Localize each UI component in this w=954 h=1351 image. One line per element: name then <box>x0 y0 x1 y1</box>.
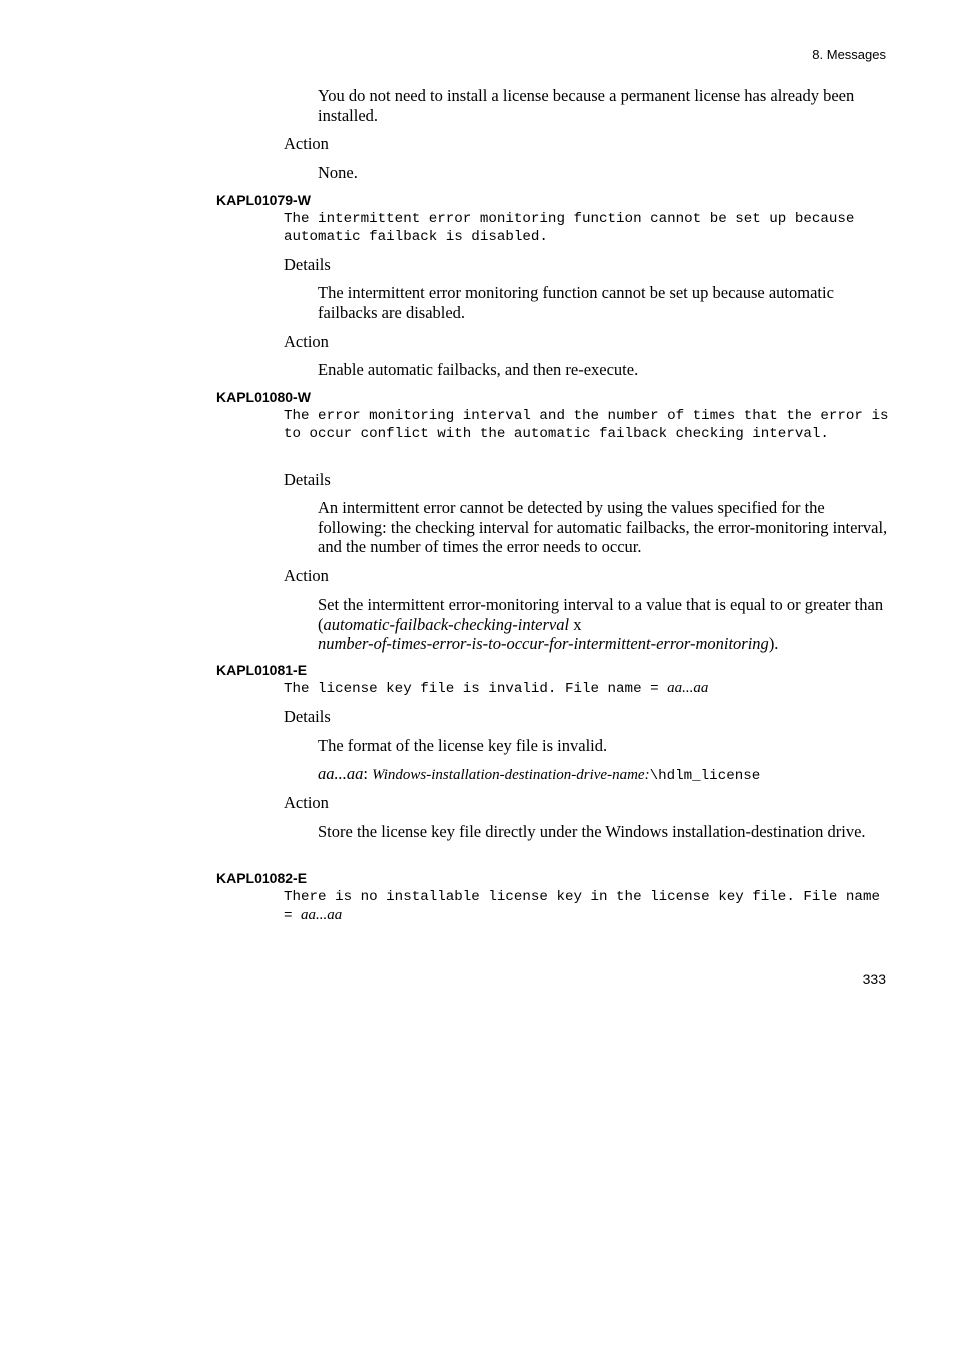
message-text-1079: The intermittent error monitoring function cannot be set up because automatic failback is disabled. <box>284 211 863 245</box>
message-code-1080: KAPL01080-W <box>216 389 311 405</box>
action-text-1080-suffix: ). <box>768 634 779 653</box>
variable-error-count: number-of-times-error-is-to-occur-for-intermittent-error-monitoring <box>318 634 769 653</box>
message-code-1082: KAPL01082-E <box>216 870 308 886</box>
message-text-1081 <box>284 680 894 699</box>
intro-action-text: None. <box>318 163 358 182</box>
intro-text: You do not need to install a license because a permanent license has already been installed. <box>318 86 855 125</box>
details-text-1080: An intermittent error cannot be detected by using the values specified for the following: the checking interval for automatic failbacks, the error-monitoring interval, and the number of times the error needs to occur. <box>318 498 888 556</box>
variable-separator-1081: : <box>363 764 373 783</box>
message-text-1081-main: The license key file is invalid. File name = <box>284 681 668 697</box>
message-text-1082-main: There is no installable license key in the license key file. File name = <box>284 889 889 924</box>
variable-failback-interval: automatic-failback-checking-interval <box>323 614 570 634</box>
message-variable-1081: aa...aa <box>667 680 709 696</box>
action-text-1080-prefix: Set the intermittent error-monitoring interval to a value that is equal to or greater than ( <box>318 595 884 634</box>
variable-value-path-1081: \hdlm_license <box>649 768 761 784</box>
message-text-1082 <box>284 889 894 925</box>
message-code-1079: KAPL01079-W <box>216 192 311 208</box>
action-label-1079: Action <box>284 332 329 351</box>
running-header: 8. Messages <box>812 47 886 62</box>
message-code-1081: KAPL01081-E <box>216 662 308 678</box>
page-number: 333 <box>862 971 886 987</box>
message-text-1080: The error monitoring interval and the number of times that the error is to occur conflict with the automatic failback checking interval. <box>284 408 898 442</box>
intro-action-label: Action <box>284 134 329 153</box>
details-label-1080: Details <box>284 470 331 489</box>
details-label-1081: Details <box>284 707 331 726</box>
action-label-1080: Action <box>284 566 329 585</box>
action-text-1080 <box>318 595 888 654</box>
details-text-1081: The format of the license key file is invalid. <box>318 736 608 755</box>
message-variable-1082: aa...aa <box>301 906 343 923</box>
variable-definition-1081 <box>318 764 888 787</box>
action-text-1081: Store the license key file directly under the Windows installation-destination drive. <box>318 822 866 841</box>
action-text-1080-mid: x <box>569 614 582 634</box>
variable-value-italic-1081: Windows-installation-destination-drive-name: <box>372 767 650 783</box>
action-label-1081: Action <box>284 793 329 812</box>
details-text-1079: The intermittent error monitoring function cannot be set up because automatic failbacks are disabled. <box>318 283 834 322</box>
variable-name-1081: aa...aa <box>318 764 364 783</box>
details-label-1079: Details <box>284 255 331 274</box>
action-text-1079: Enable automatic failbacks, and then re-execute. <box>318 360 639 379</box>
